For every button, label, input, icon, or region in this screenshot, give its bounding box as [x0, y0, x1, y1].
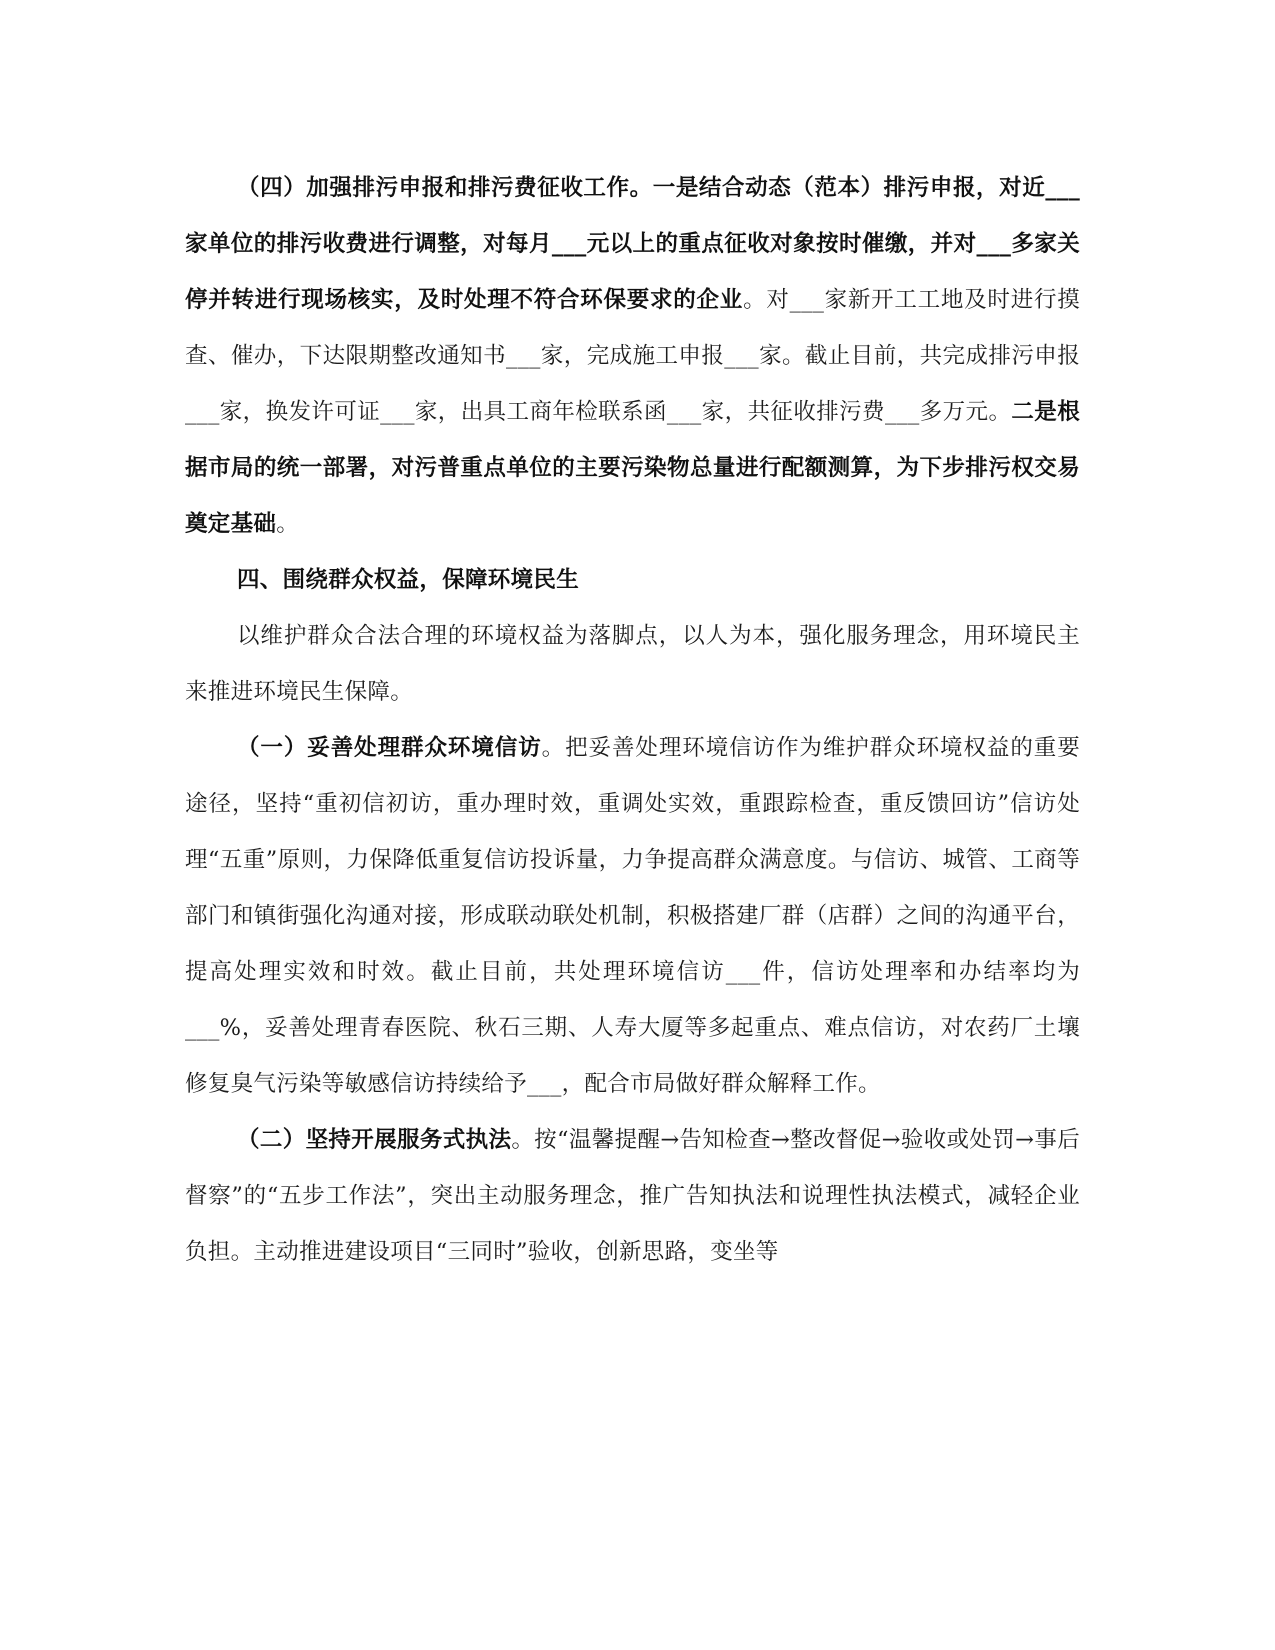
text-run: 。对___家新开工工地及时进行摸查、催办，下达限期整改通知书___家，完成施工申报___家。截止目前，共完成排污申报___家，换发许可证___家，出具工商年检联系函___家，共征收排污费___多万元。: [185, 287, 1080, 425]
document-page: [185, 160, 1080, 1280]
text-run: 以维护群众合法合理的环境权益为落脚点，以人为本，强化服务理念，用环境民主来推进环境民生保障。: [185, 623, 1080, 705]
bold-run: 二是根据市局的统一部署，对污普重点单位的主要污染物总量进行配额测算，为下步排污权交易奠定基础: [185, 399, 1080, 537]
paragraph-petition-handling: [185, 720, 1080, 1112]
bold-run: （一）妥善处理群众环境信访: [237, 735, 542, 761]
text-run: 。把妥善处理环境信访作为维护群众环境权益的重要途径，坚持“重初信初访，重办理时效，重调处实效，重跟踪检查，重反馈回访”信访处理“五重”原则，力保降低重复信访投诉量，力争提高群众满意度。与信访、城管、工商等部门和镇街强化沟通对接，形成联动联处机制，积极搭建厂群（店群）之间的沟通平台，提高处理实效和时效。截止目前，共处理环境信访___件，信访处理率和办结率均为___%，妥善处理青春医院、秋石三期、人寿大厦等多起重点、难点信访，对农药厂土壤修复臭气污染等敏感信访持续给予___，配合市局做好群众解释工作。: [185, 735, 1081, 1097]
paragraph-section-intro: [185, 608, 1080, 720]
bold-run: （四）加强排污申报和排污费征收工作。一是结合动态（范本）排污申报，对近___家单位的排污收费进行调整，对每月___元以上的重点征收对象按时催缴，并对___多家关停并转进行现场核实，及时处理不符合环保要求的企业: [185, 175, 1080, 313]
paragraph-service-enforcement: [185, 1112, 1080, 1280]
paragraph-pollution-declaration: [185, 160, 1080, 552]
section-heading-four: [185, 552, 1080, 608]
text-run: 。按“温馨提醒→告知检查→整改督促→验收或处罚→事后督察”的“五步工作法”，突出主动服务理念，推广告知执法和说理性执法模式，减轻企业负担。主动推进建设项目“三同时”验收，创新思路，变坐等: [185, 1127, 1080, 1265]
bold-run: （二）坚持开展服务式执法: [237, 1127, 512, 1153]
text-run: 。: [276, 511, 300, 537]
heading-text: 四、围绕群众权益，保障环境民生: [237, 567, 580, 593]
